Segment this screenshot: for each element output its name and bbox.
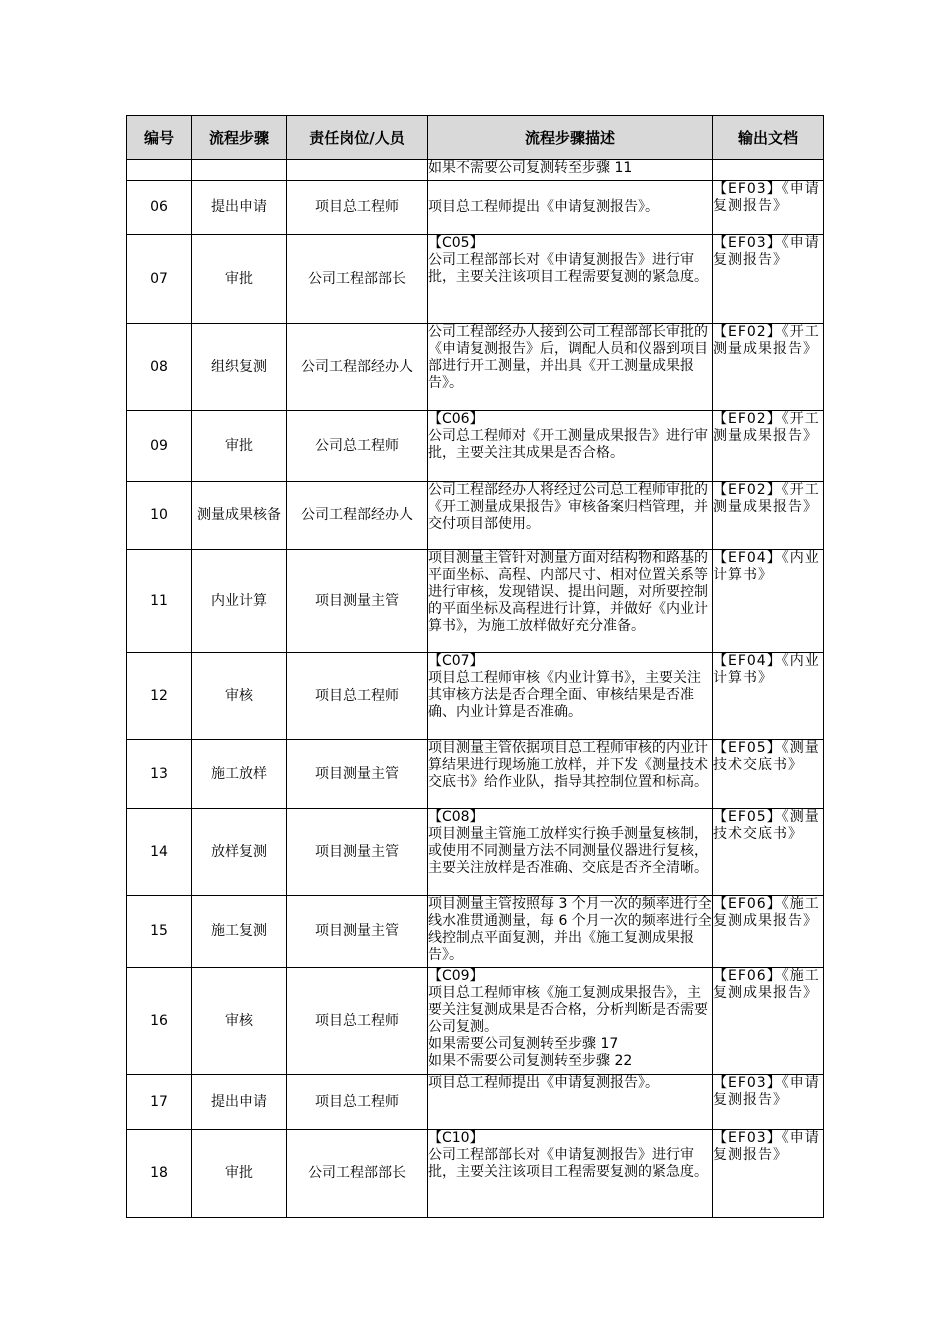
table-row: [127, 896, 824, 968]
cell-output: 【EF02】《开工测量成果报告》: [713, 482, 824, 550]
process-table: [126, 115, 824, 1218]
control-code: 【C05】: [428, 235, 484, 251]
cell-output: 【EF05】《测量技术交底书》: [713, 740, 824, 809]
cell-desc: [428, 324, 713, 411]
cell-output: 【EF03】《申请复测报告》: [713, 181, 824, 235]
cell-desc: [428, 809, 713, 896]
control-code: 【C06】: [428, 411, 484, 427]
desc-text: 项目总工程师审核《内业计算书》，主要关注其审核方法是否合理全面、审核结果是否准确、内业计算是否准确。: [428, 670, 701, 720]
cell-role: 项目总工程师: [287, 181, 428, 235]
desc-text: 项目测量主管施工放样实行换手测量复核制，或使用不同测量方法不同测量仪器进行复核，主要关注放样是否准确、交底是否齐全清晰。: [428, 826, 708, 876]
cell-role: 项目总工程师: [287, 968, 428, 1075]
cell-no: 12: [127, 653, 192, 740]
branch-text-yes: 如果需要公司复测转至步骤 17: [428, 1036, 619, 1052]
cell-desc: [428, 550, 713, 653]
header-desc: 流程步骤描述: [428, 116, 713, 160]
cell-no: 16: [127, 968, 192, 1075]
desc-text: 公司工程部部长对《申请复测报告》进行审批，主要关注该项目工程需要复测的紧急度。: [428, 1147, 708, 1180]
header-row: [127, 116, 824, 160]
desc-text: 公司工程部经办人将经过公司总工程师审批的《开工测量成果报告》审核备案归档管理，并交付项目部使用。: [428, 482, 708, 532]
cell-output: 【EF04】《内业计算书》: [713, 550, 824, 653]
table-row: [127, 550, 824, 653]
cell-desc: [428, 411, 713, 482]
cell-no: 06: [127, 181, 192, 235]
desc-text: 公司总工程师对《开工测量成果报告》进行审批，主要关注其成果是否合格。: [428, 428, 708, 461]
cell-role: [287, 160, 428, 181]
cell-step: 审核: [192, 968, 287, 1075]
cell-role: 公司工程部部长: [287, 235, 428, 324]
cell-output: 【EF05】《测量技术交底书》: [713, 809, 824, 896]
cell-no: 17: [127, 1075, 192, 1130]
cell-role: 公司工程部经办人: [287, 324, 428, 411]
cell-no: 15: [127, 896, 192, 968]
cell-step: 审批: [192, 235, 287, 324]
desc-text: 公司工程部经办人接到公司工程部部长审批的《申请复测报告》后，调配人员和仪器到项目部进行开工测量，并出具《开工测量成果报告》。: [428, 324, 708, 391]
header-no: 编号: [127, 116, 192, 160]
desc-text: 项目测量主管按照每 3 个月一次的频率进行全线水准贯通测量，每 6 个月一次的频率进行全线控制点平面复测，并出《施工复测成果报告》。: [428, 896, 712, 963]
cell-role: 公司工程部部长: [287, 1130, 428, 1218]
control-code: 【C08】: [428, 809, 484, 825]
cell-output: [713, 160, 824, 181]
header-step: 流程步骤: [192, 116, 287, 160]
cell-no: 08: [127, 324, 192, 411]
cell-no: 09: [127, 411, 192, 482]
table-row: [127, 1075, 824, 1130]
control-code: 【C09】: [428, 968, 484, 984]
cell-desc: [428, 896, 713, 968]
table-row: [127, 235, 824, 324]
cell-no: 10: [127, 482, 192, 550]
cell-output: 【EF03】《申请复测报告》: [713, 1075, 824, 1130]
desc-text: 项目测量主管针对测量方面对结构物和路基的平面坐标、高程、内部尺寸、相对位置关系等进行审核，发现错误、提出问题，对所要控制的平面坐标及高程进行计算，并做好《内业计算书》，为施工放样做好充分准备。: [428, 550, 708, 634]
cell-output: 【EF03】《申请复测报告》: [713, 235, 824, 324]
cell-output: 【EF04】《内业计算书》: [713, 653, 824, 740]
cell-step: 审核: [192, 653, 287, 740]
control-code: 【C10】: [428, 1130, 484, 1146]
desc-text: 公司工程部部长对《申请复测报告》进行审批，主要关注该项目工程需要复测的紧急度。: [428, 252, 708, 285]
cell-no: 14: [127, 809, 192, 896]
cell-desc: [428, 160, 713, 181]
cell-output: 【EF02】《开工测量成果报告》: [713, 411, 824, 482]
desc-text: 项目总工程师提出《申请复测报告》。: [428, 199, 659, 215]
cell-step: 组织复测: [192, 324, 287, 411]
table-row: [127, 160, 824, 181]
desc-text: 项目总工程师提出《申请复测报告》。: [428, 1075, 659, 1091]
cell-no: [127, 160, 192, 181]
table-row: [127, 809, 824, 896]
cell-step: [192, 160, 287, 181]
control-code: 【C07】: [428, 653, 484, 669]
desc-text: 项目总工程师审核《施工复测成果报告》，主要关注复测成果是否合格，分析判断是否需要公司复测。: [428, 985, 708, 1035]
table-row: [127, 482, 824, 550]
cell-desc: [428, 235, 713, 324]
cell-step: 内业计算: [192, 550, 287, 653]
cell-step: 审批: [192, 411, 287, 482]
cell-output: 【EF06】《施工复测成果报告》: [713, 968, 824, 1075]
cell-role: 公司工程部经办人: [287, 482, 428, 550]
table-row: [127, 653, 824, 740]
table-row: [127, 968, 824, 1075]
cell-role: 项目总工程师: [287, 653, 428, 740]
cell-desc: [428, 968, 713, 1075]
cell-role: 项目测量主管: [287, 550, 428, 653]
desc-text: 如果不需要公司复测转至步骤 11: [428, 160, 633, 176]
cell-role: 公司总工程师: [287, 411, 428, 482]
cell-step: 测量成果核备: [192, 482, 287, 550]
cell-output: 【EF06】《施工复测成果报告》: [713, 896, 824, 968]
cell-desc: [428, 1075, 713, 1130]
cell-desc: [428, 653, 713, 740]
cell-step: 放样复测: [192, 809, 287, 896]
table-row: [127, 411, 824, 482]
cell-no: 11: [127, 550, 192, 653]
cell-role: 项目测量主管: [287, 740, 428, 809]
cell-role: 项目测量主管: [287, 896, 428, 968]
cell-output: 【EF03】《申请复测报告》: [713, 1130, 824, 1218]
header-role: 责任岗位/人员: [287, 116, 428, 160]
table-row: [127, 324, 824, 411]
cell-desc: [428, 1130, 713, 1218]
cell-no: 18: [127, 1130, 192, 1218]
table-row: [127, 1130, 824, 1218]
table-row: [127, 181, 824, 235]
table-row: [127, 740, 824, 809]
cell-output: 【EF02】《开工测量成果报告》: [713, 324, 824, 411]
cell-step: 提出申请: [192, 181, 287, 235]
cell-no: 07: [127, 235, 192, 324]
cell-desc: [428, 482, 713, 550]
branch-text-no: 如果不需要公司复测转至步骤 22: [428, 1053, 633, 1069]
cell-role: 项目总工程师: [287, 1075, 428, 1130]
cell-no: 13: [127, 740, 192, 809]
cell-desc: [428, 740, 713, 809]
cell-step: 施工放样: [192, 740, 287, 809]
cell-role: 项目测量主管: [287, 809, 428, 896]
cell-step: 施工复测: [192, 896, 287, 968]
cell-desc: [428, 181, 713, 235]
header-output: 输出文档: [713, 116, 824, 160]
desc-text: 项目测量主管依据项目总工程师审核的内业计算结果进行现场施工放样，并下发《测量技术交底书》给作业队，指导其控制位置和标高。: [428, 740, 708, 790]
cell-step: 审批: [192, 1130, 287, 1218]
cell-step: 提出申请: [192, 1075, 287, 1130]
